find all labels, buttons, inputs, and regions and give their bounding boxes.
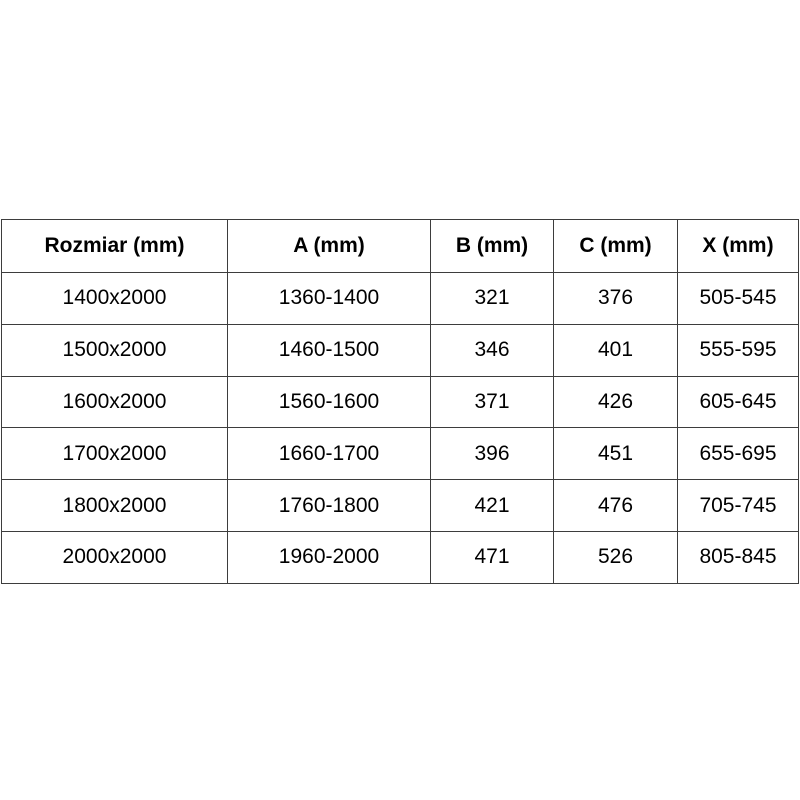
header-cell-rozmiar: Rozmiar (mm)	[2, 220, 228, 273]
table-row	[2, 428, 799, 480]
table-cell: 376	[554, 273, 678, 325]
table-cell: 2000x2000	[2, 531, 228, 583]
table-cell: 371	[431, 376, 554, 428]
table-cell: 1360-1400	[228, 273, 431, 325]
table-cell: 346	[431, 324, 554, 376]
table-cell: 321	[431, 273, 554, 325]
dimensions-table	[1, 219, 799, 584]
header-cell-x: X (mm)	[678, 220, 799, 273]
table-cell: 1460-1500	[228, 324, 431, 376]
table-cell: 1960-2000	[228, 531, 431, 583]
header-row	[2, 220, 799, 273]
table-cell: 471	[431, 531, 554, 583]
table-row	[2, 480, 799, 532]
table-cell: 1800x2000	[2, 480, 228, 532]
table-cell: 1400x2000	[2, 273, 228, 325]
table-cell: 505-545	[678, 273, 799, 325]
table-cell: 1500x2000	[2, 324, 228, 376]
table-cell: 526	[554, 531, 678, 583]
table-cell: 1560-1600	[228, 376, 431, 428]
table-cell: 1700x2000	[2, 428, 228, 480]
table-cell: 655-695	[678, 428, 799, 480]
table-row	[2, 531, 799, 583]
table-cell: 401	[554, 324, 678, 376]
table-cell: 1600x2000	[2, 376, 228, 428]
table-cell: 396	[431, 428, 554, 480]
table-cell: 476	[554, 480, 678, 532]
header-cell-a: A (mm)	[228, 220, 431, 273]
table-cell: 555-595	[678, 324, 799, 376]
header-cell-c: C (mm)	[554, 220, 678, 273]
table-cell: 426	[554, 376, 678, 428]
table-cell: 605-645	[678, 376, 799, 428]
table-cell: 805-845	[678, 531, 799, 583]
table-cell: 451	[554, 428, 678, 480]
table-cell: 421	[431, 480, 554, 532]
table-cell: 705-745	[678, 480, 799, 532]
table-row	[2, 324, 799, 376]
dimensions-table-container	[1, 219, 799, 584]
header-cell-b: B (mm)	[431, 220, 554, 273]
table-cell: 1660-1700	[228, 428, 431, 480]
table-row	[2, 376, 799, 428]
table-cell: 1760-1800	[228, 480, 431, 532]
table-row	[2, 273, 799, 325]
